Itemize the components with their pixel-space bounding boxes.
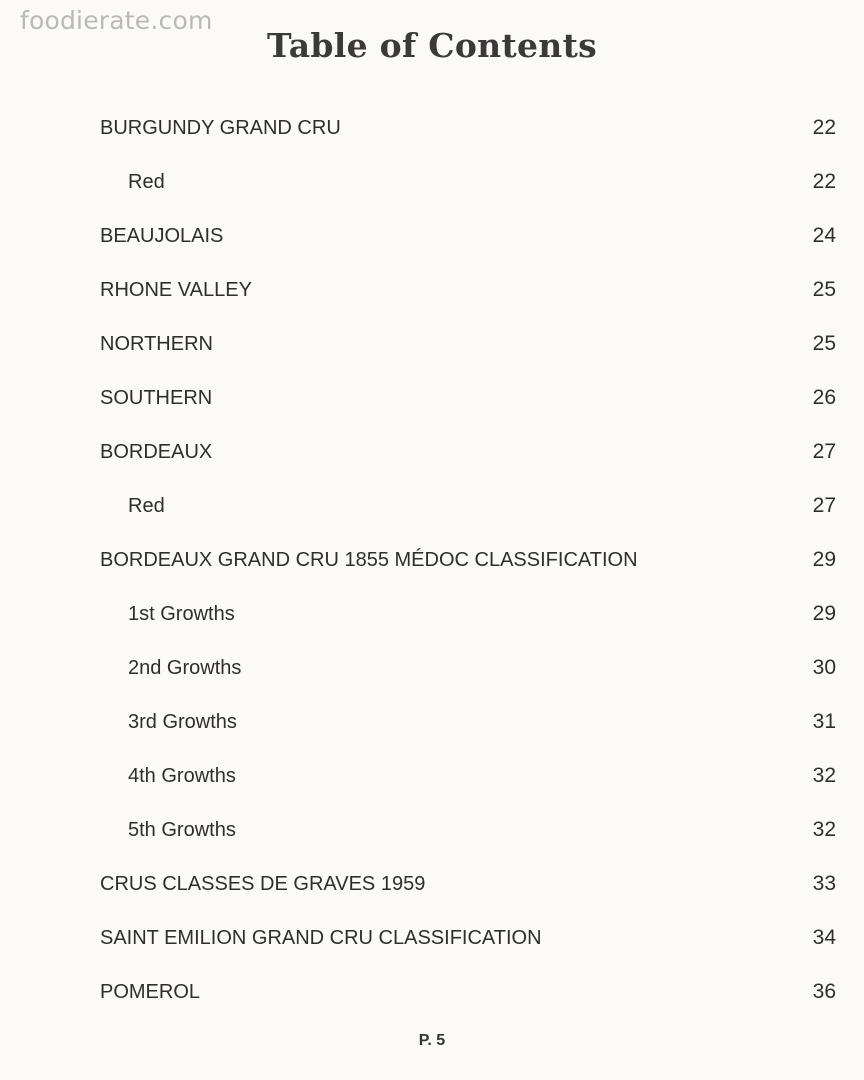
toc-subentry[interactable] xyxy=(0,479,864,533)
toc-subentry[interactable] xyxy=(0,155,864,209)
toc-entry[interactable] xyxy=(0,371,864,425)
toc-entry[interactable] xyxy=(0,317,864,371)
toc-entry-label: CRUS CLASSES DE GRAVES 1959 xyxy=(100,873,426,895)
toc-entry-label: 1st Growths xyxy=(128,603,235,625)
toc-entry-label: BORDEAUX xyxy=(100,441,213,463)
toc-entry[interactable] xyxy=(0,209,864,263)
page-title: Table of Contents xyxy=(267,26,597,65)
toc-entry[interactable] xyxy=(0,425,864,479)
toc-subentry[interactable] xyxy=(0,587,864,641)
toc-entry-page: 22 xyxy=(812,170,836,193)
toc-entry-page: 36 xyxy=(812,980,836,1003)
toc-entry-label: NORTHERN xyxy=(100,333,213,355)
toc-entry-page: 25 xyxy=(812,332,836,355)
toc-entry-page: 25 xyxy=(812,278,836,301)
watermark: foodierate.com xyxy=(20,6,213,35)
toc-entry[interactable] xyxy=(0,533,864,587)
toc-entry-page: 27 xyxy=(812,494,836,517)
toc-entry[interactable] xyxy=(0,101,864,155)
toc-entry-label: 2nd Growths xyxy=(128,657,242,679)
toc-entry-label: 3rd Growths xyxy=(128,711,237,733)
toc-entry-label: SAINT EMILION GRAND CRU CLASSIFICATION xyxy=(100,927,542,949)
toc-entry-page: 24 xyxy=(812,224,836,247)
toc-subentry[interactable] xyxy=(0,695,864,749)
toc-entry-page: 33 xyxy=(812,872,836,895)
toc-entry[interactable] xyxy=(0,911,864,965)
toc-entry-page: 26 xyxy=(812,386,836,409)
toc-entry-page: 32 xyxy=(812,764,836,787)
toc-entry-page: 29 xyxy=(812,602,836,625)
toc-subentry[interactable] xyxy=(0,803,864,857)
toc-entry-label: SOUTHERN xyxy=(100,387,213,409)
toc-entry-page: 31 xyxy=(812,710,836,733)
toc-entry-label: 5th Growths xyxy=(128,819,236,841)
toc-entry-label: BURGUNDY GRAND CRU xyxy=(100,117,341,139)
toc-entry-label: POMEROL xyxy=(100,981,201,1003)
toc-entry-label: 4th Growths xyxy=(128,765,236,787)
toc-entry-label: RHONE VALLEY xyxy=(100,279,252,301)
toc-subentry[interactable] xyxy=(0,749,864,803)
toc-entry[interactable] xyxy=(0,857,864,911)
toc-entry-page: 30 xyxy=(812,656,836,679)
toc-entry-label: Red xyxy=(128,171,165,193)
toc-entry[interactable] xyxy=(0,263,864,317)
toc-entry-page: 29 xyxy=(812,548,836,571)
toc-entry-label: Red xyxy=(128,495,165,517)
toc-entry-label: BEAUJOLAIS xyxy=(100,225,224,247)
toc-entry-page: 34 xyxy=(812,926,836,949)
toc-entry[interactable] xyxy=(0,965,864,1019)
toc-entry-page: 27 xyxy=(812,440,836,463)
toc-entry-label: BORDEAUX GRAND CRU 1855 MÉDOC CLASSIFICATION xyxy=(100,549,638,571)
table-of-contents xyxy=(0,101,864,1019)
toc-entry-page: 32 xyxy=(812,818,836,841)
page-number: P. 5 xyxy=(418,1032,446,1049)
toc-subentry[interactable] xyxy=(0,641,864,695)
toc-entry-page: 22 xyxy=(812,116,836,139)
